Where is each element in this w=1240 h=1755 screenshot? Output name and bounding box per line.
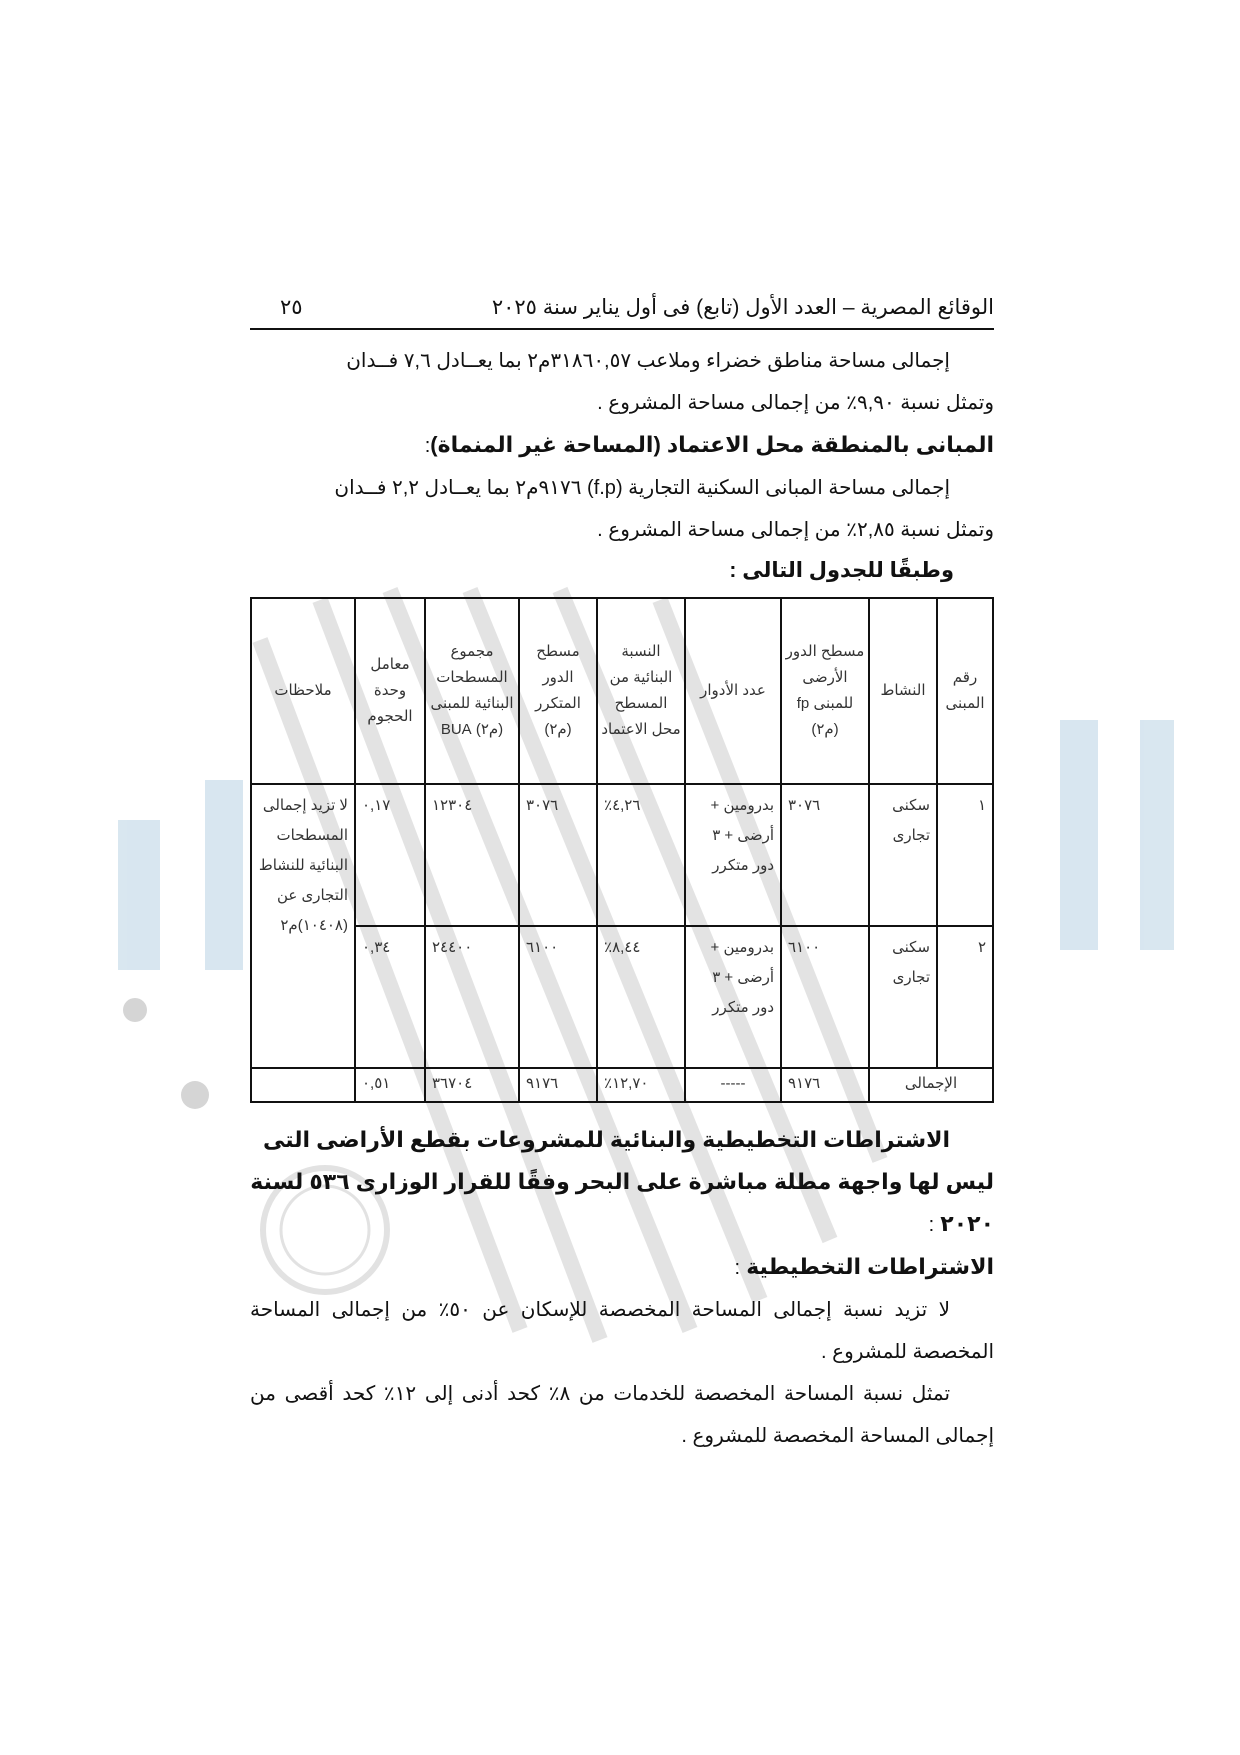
paragraph-services-ratio: تمثل نسبة المساحة المخصصة للخدمات من ٨٪ كحد أدنى إلى ١٢٪ كحد أقصى من إجمالى المساحة المخصصة للمشروع . — [250, 1383, 994, 1447]
running-header — [250, 280, 994, 330]
cell-activity: سكنى تجارى — [869, 784, 937, 926]
cell-fp: ٣٠٧٦ — [781, 784, 869, 926]
column-header: ملاحظات — [251, 598, 355, 784]
paragraph-green-areas — [250, 340, 994, 424]
cell-total-floors: ----- — [685, 1068, 781, 1102]
cell-floors: بدرومين + أرضى + ٣ دور متكرر — [685, 926, 781, 1068]
paragraph-line: وتمثل نسبة ٩,٩٠٪ من إجمالى مساحة المشروع . — [597, 392, 994, 414]
heading-colon: : — [734, 1257, 741, 1279]
column-header: مسطح الدور الأرضى للمبنى fp (م٢) — [781, 598, 869, 784]
cell-ratio: ٤,٢٦٪ — [597, 784, 685, 926]
cell-notes: لا تزيد إجمالى المسطحات البنائية للنشاط التجارى عن (١٠٤٠٨)م٢ — [251, 784, 355, 1068]
column-header: النشاط — [869, 598, 937, 784]
column-header: رقم المبنى — [937, 598, 993, 784]
paragraph-line: إجمالى مساحة المبانى السكنية التجارية (f.p) ٩١٧٦م٢ بما يعــادل ٢,٢ فــدان — [334, 477, 950, 499]
cell-ratio: ٨,٤٤٪ — [597, 926, 685, 1068]
heading-colon: : — [424, 435, 431, 457]
cell-building-no: ١ — [937, 784, 993, 926]
paragraph-line: وتمثل نسبة ٢,٨٥٪ من إجمالى مساحة المشروع . — [597, 519, 994, 541]
column-header: النسبة البنائية من المسطح محل الاعتماد — [597, 598, 685, 784]
cell-total-ratio: ١٢,٧٠٪ — [597, 1068, 685, 1102]
section-heading-conditions — [250, 1119, 994, 1246]
paragraph-housing-ratio: لا تزيد نسبة إجمالى المساحة المخصصة للإسكان عن ٥٠٪ من إجمالى المساحة المخصصة للمشروع . — [250, 1299, 994, 1363]
cell-activity: سكنى تجارى — [869, 926, 937, 1068]
table-total-row — [251, 1068, 993, 1102]
cell-total-bua: ٣٦٧٠٤ — [425, 1068, 519, 1102]
heading-text: الاشتراطات التخطيطية — [746, 1254, 994, 1279]
cell-building-no: ٢ — [937, 926, 993, 1068]
column-header: مسطح الدور المتكرر (م٢) — [519, 598, 597, 784]
paragraph-buildings-area — [250, 467, 994, 551]
running-title: الوقائع المصرية – العدد الأول (تابع) فى أول يناير سنة ٢٠٢٥ — [491, 296, 994, 319]
cell-total-repeated: ٩١٧٦ — [519, 1068, 597, 1102]
cell-repeated-floor: ٣٠٧٦ — [519, 784, 597, 926]
table-row — [251, 784, 993, 926]
heading-colon: : — [928, 1214, 935, 1236]
cell-bua: ٢٤٤٠٠ — [425, 926, 519, 1068]
column-header: معامل وحدة الحجوم — [355, 598, 425, 784]
column-header: عدد الأدوار — [685, 598, 781, 784]
paragraph-line: إجمالى مساحة مناطق خضراء وملاعب ٣١٨٦٠,٥٧م٢ بما يعــادل ٧,٦ فــدان — [346, 350, 950, 372]
heading-text: المبانى بالمنطقة محل الاعتماد (المساحة غير المنماة) — [430, 432, 994, 457]
cell-far: ٠,١٧ — [355, 784, 425, 926]
table-row — [251, 926, 993, 1068]
table-title: وطبقًا للجدول التالى : — [729, 559, 954, 582]
table-header-row — [251, 598, 993, 784]
cell-far: ٠,٣٤ — [355, 926, 425, 1068]
cell-total-far: ٠,٥١ — [355, 1068, 425, 1102]
buildings-table — [250, 597, 994, 1103]
cell-floors: بدرومين + أرضى + ٣ دور متكرر — [685, 784, 781, 926]
column-header: مجموع المسطحات البنائية للمبنى (م٢) BUA — [425, 598, 519, 784]
cell-total-notes — [251, 1068, 355, 1102]
cell-fp: ٦١٠٠ — [781, 926, 869, 1068]
section-heading-planning — [250, 1246, 994, 1289]
section-heading-buildings — [250, 424, 994, 467]
cell-total-fp: ٩١٧٦ — [781, 1068, 869, 1102]
cell-bua: ١٢٣٠٤ — [425, 784, 519, 926]
cell-repeated-floor: ٦١٠٠ — [519, 926, 597, 1068]
heading-text: الاشتراطات التخطيطية والبنائية للمشروعات بقطع الأراضى التى ليس لها واجهة مطلة مباشرة على البحر وفقًا للقرار الوزارى ٥٣٦ لسنة ٢٠٢٠ — [250, 1127, 994, 1236]
page-number: ٢٥ — [280, 296, 303, 319]
page — [250, 280, 994, 1457]
cell-total-label: الإجمالى — [869, 1068, 993, 1102]
